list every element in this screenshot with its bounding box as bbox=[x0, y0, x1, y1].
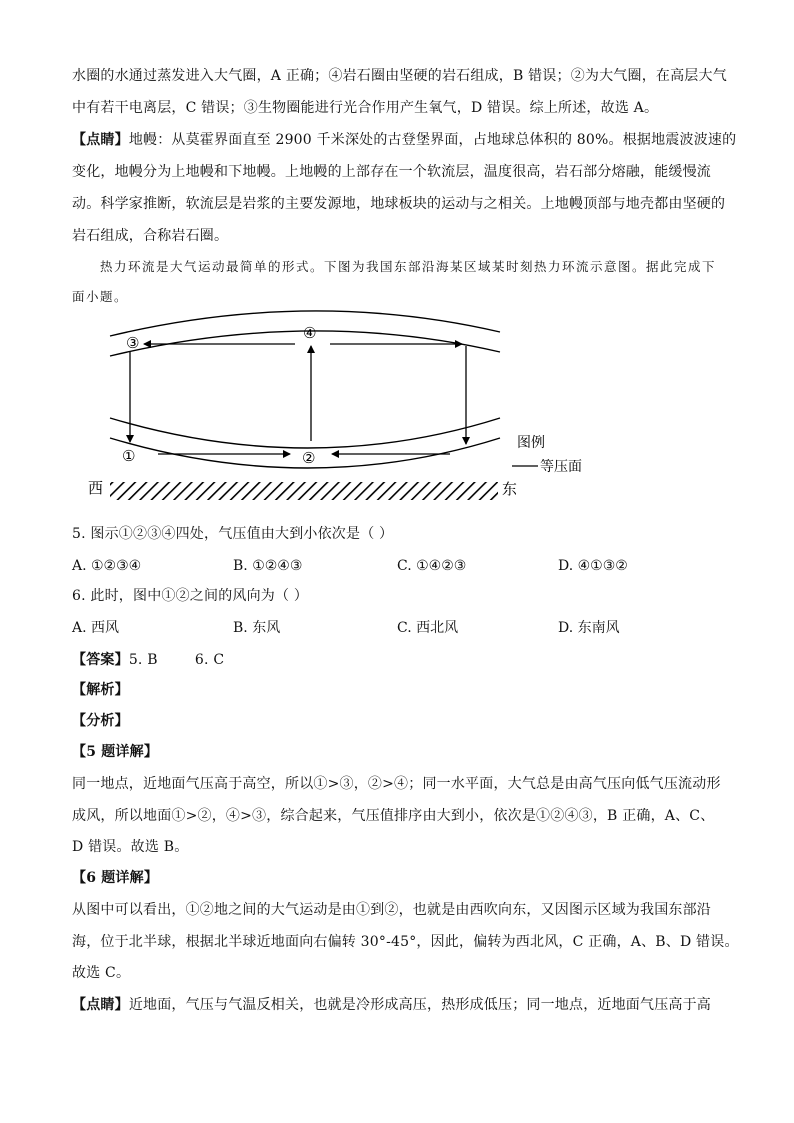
option-c: C. ①④②③ bbox=[397, 558, 467, 574]
answer-line bbox=[72, 650, 224, 670]
paragraph-line: 从图中可以看出，①②地之间的大气运动是由①到②，也就是由西吹向东，又因图示区域为我国东部沿 bbox=[72, 902, 711, 918]
option-b: B. 东风 bbox=[233, 620, 281, 636]
jiexi-heading: 【解析】 bbox=[72, 682, 129, 698]
paragraph-line: 中有若干电离层，C 错误；③生物圈能进行光合作用产生氧气，D 错误。综上所述，故选 A。 bbox=[72, 100, 659, 116]
option-d: D. 东南风 bbox=[558, 620, 620, 636]
fenxi-heading: 【分析】 bbox=[72, 713, 129, 729]
paragraph-line: 故选 C。 bbox=[72, 965, 131, 981]
paragraph-line: 岩石组成，合称岩石圈。 bbox=[72, 228, 229, 244]
option-c: C. 西北风 bbox=[397, 620, 459, 636]
paragraph-line: 水圈的水通过蒸发进入大气圈，A 正确；④岩石圈由坚硬的岩石组成，B 错误；②为大气圈，在高层大气 bbox=[72, 68, 727, 84]
option-a: A. 西风 bbox=[72, 620, 120, 636]
dianjing-tag: 【点睛】 bbox=[72, 997, 129, 1013]
option-b: B. ①②④③ bbox=[233, 558, 303, 574]
intro-line: 面小题。 bbox=[72, 289, 129, 304]
paragraph-line: 同一地点，近地面气压高于高空，所以①>③，②>④；同一水平面，大气总是由高气压向低气压流动形 bbox=[72, 776, 721, 792]
dianjing-line bbox=[72, 130, 736, 150]
paragraph-line: 成风，所以地面①>②，④>③，综合起来，气压值排序由大到小，依次是①②④③，B 正确，A、C、 bbox=[72, 808, 715, 824]
thermal-circulation-diagram bbox=[80, 310, 600, 510]
dianjing-text: 地幔：从莫霍界面直至 2900 千米深处的古登堡界面，占地球总体积的 80%。根据地震波波速的 bbox=[128, 132, 737, 148]
answer-text: 5. B 6. C bbox=[128, 652, 225, 668]
answer-tag: 【答案】 bbox=[72, 652, 129, 668]
east-label: 东 bbox=[502, 480, 518, 498]
ground-hatch bbox=[110, 482, 498, 500]
paragraph-line: D 错误。故选 B。 bbox=[72, 839, 189, 855]
west-label: 西 bbox=[88, 479, 104, 497]
paragraph-line: 海，位于北半球，根据北半球近地面向右偏转 30°-45°，因此，偏转为西北风，C 正确，A、B、D 错误。 bbox=[72, 934, 739, 950]
point-label-2: ② bbox=[302, 449, 316, 467]
paragraph-line: 动。科学家推断，软流层是岩浆的主要发源地，地球板块的运动与之相关。上地幔顶部与地壳都由坚硬的 bbox=[72, 196, 726, 212]
question-stem: 5. 图示①②③④四处，气压值由大到小依次是（ ） bbox=[72, 526, 394, 542]
point-label-3: ③ bbox=[126, 334, 140, 352]
q5-detail-heading: 【5 题详解】 bbox=[72, 744, 159, 760]
dianjing-line bbox=[72, 995, 711, 1015]
point-label-4: ④ bbox=[303, 324, 317, 342]
point-label-1: ① bbox=[122, 447, 136, 465]
option-d: D. ④①③② bbox=[558, 558, 628, 574]
dianjing-text: 近地面，气压与气温反相关，也就是冷形成高压，热形成低压；同一地点，近地面气压高于高 bbox=[128, 997, 712, 1013]
dianjing-tag: 【点睛】 bbox=[72, 132, 129, 148]
paragraph-line: 变化，地幔分为上地幔和下地幔。上地幔的上部存在一个软流层，温度很高，岩石部分熔融，能缓慢流 bbox=[72, 164, 711, 180]
option-a: A. ①②③④ bbox=[72, 558, 142, 574]
q6-detail-heading: 【6 题详解】 bbox=[72, 870, 159, 886]
intro-line: 热力环流是大气运动最简单的形式。下图为我国东部沿海某区域某时刻热力环流示意图。据此完成下 bbox=[100, 259, 717, 274]
legend-title: 图例 bbox=[517, 435, 545, 451]
question-stem: 6. 此时，图中①②之间的风向为（ ） bbox=[72, 588, 309, 604]
legend-label: 等压面 bbox=[540, 459, 582, 475]
isobar-curve bbox=[110, 418, 500, 448]
